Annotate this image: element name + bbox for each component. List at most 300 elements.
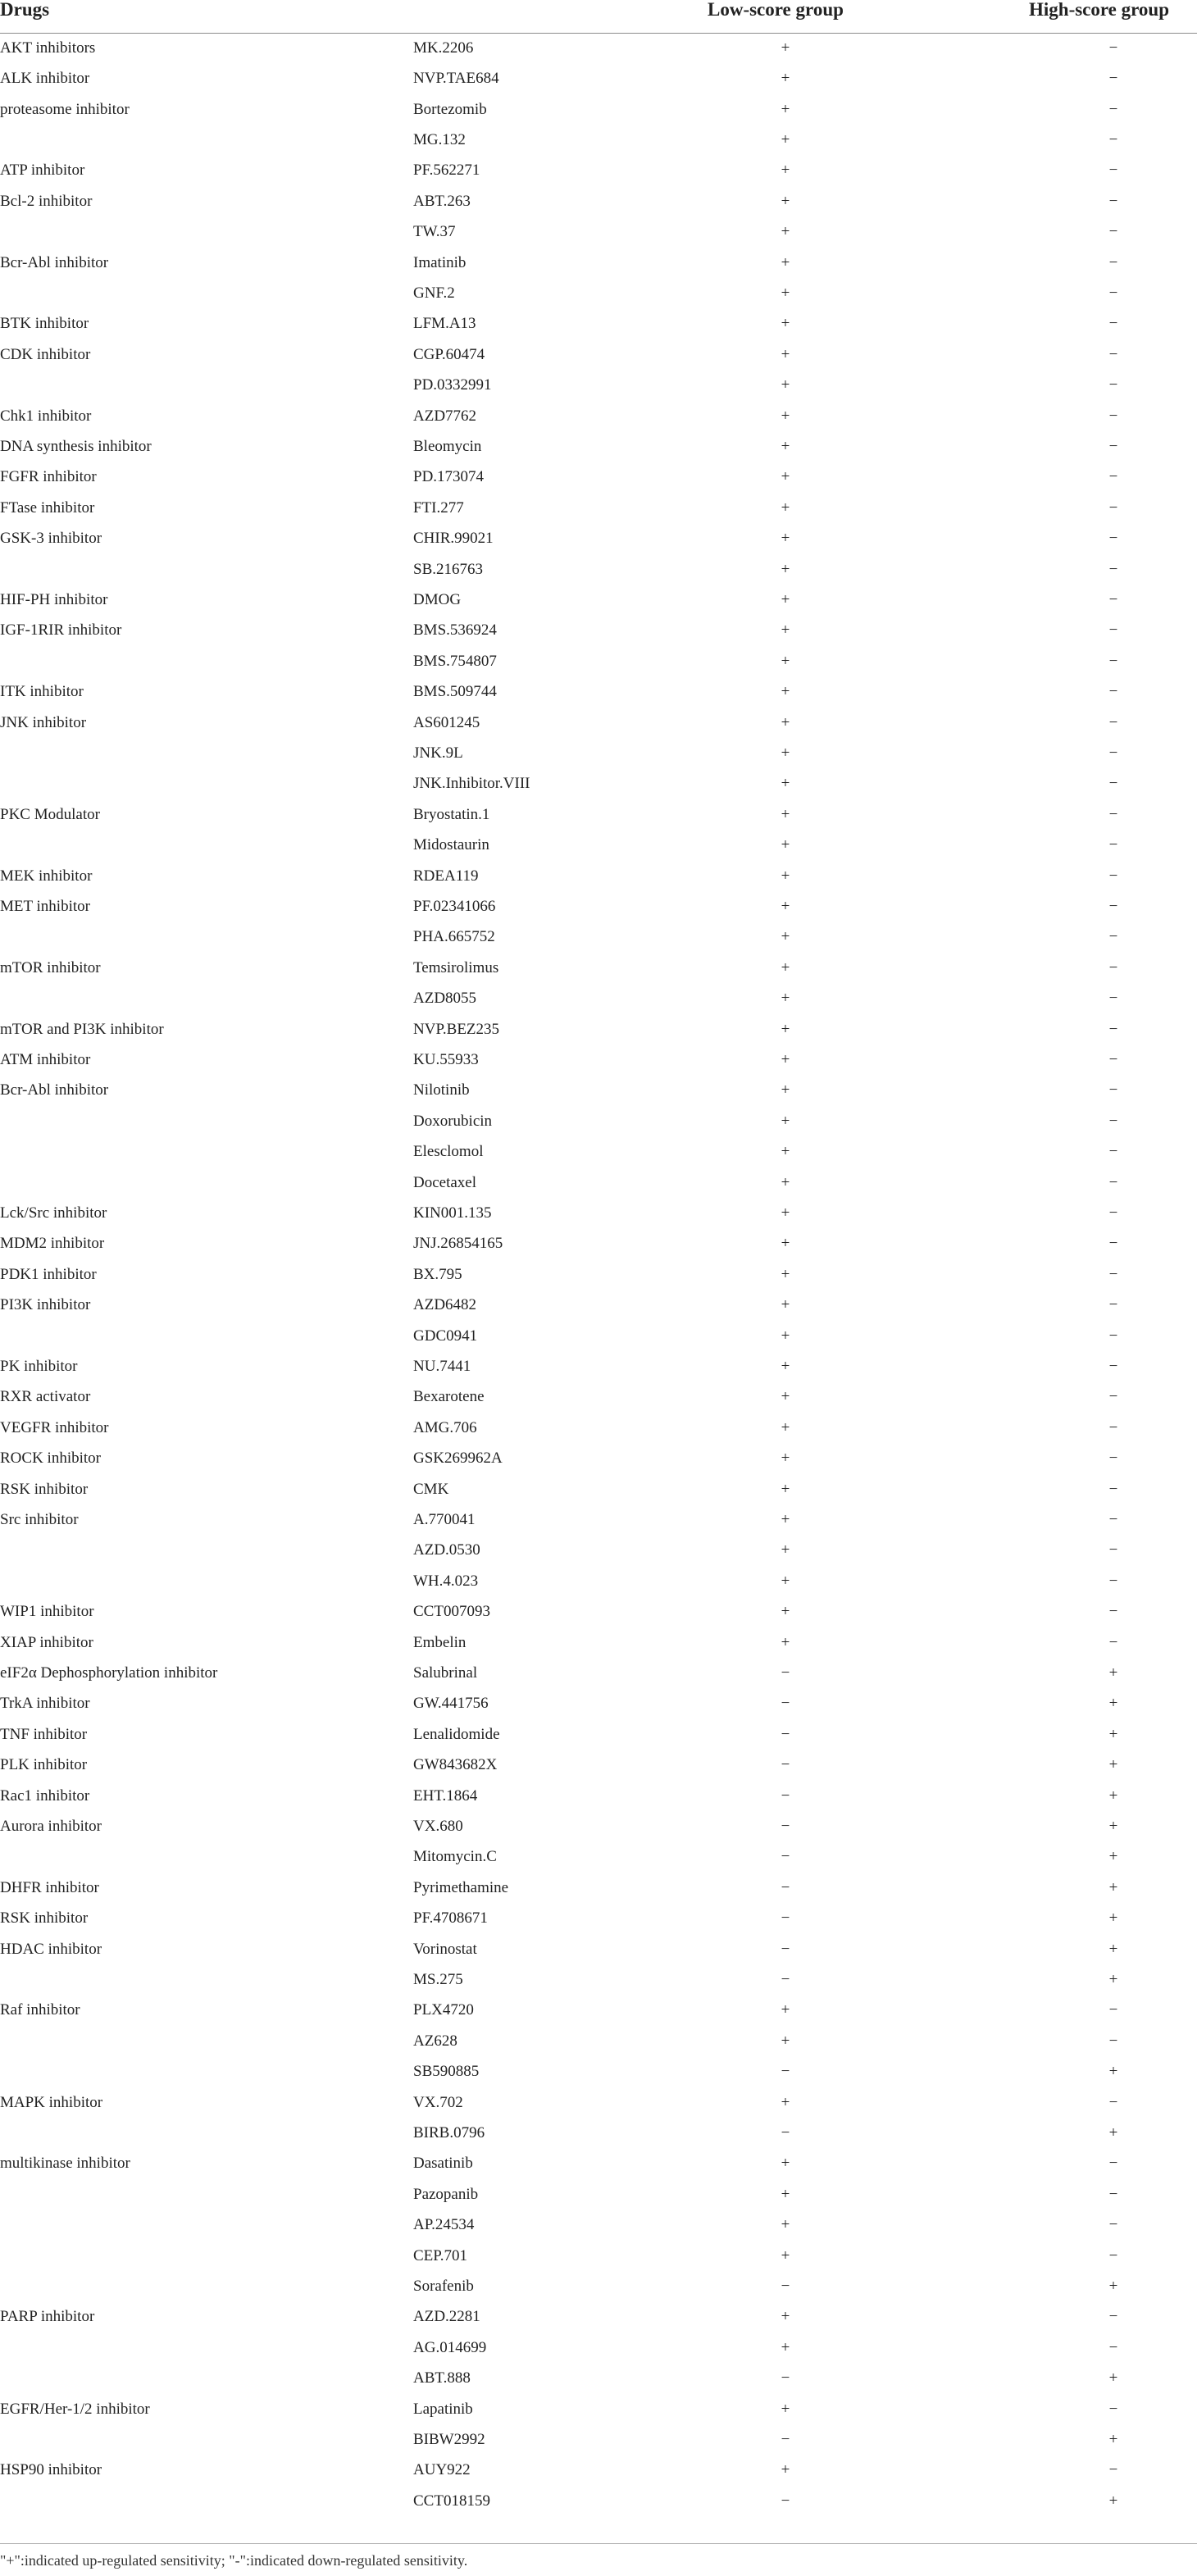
high-score-cell: −	[1108, 1541, 1118, 1559]
drug-name-cell: JNK.Inhibitor.VIII	[413, 775, 530, 793]
low-score-cell: +	[781, 2093, 790, 2111]
high-score-cell: −	[1108, 1204, 1118, 1222]
high-score-cell: −	[1108, 1633, 1118, 1651]
drug-name-cell: BIRB.0796	[413, 2124, 485, 2141]
low-score-cell: +	[781, 1143, 790, 1161]
low-score-cell: +	[781, 284, 790, 302]
high-score-cell: +	[1108, 2431, 1118, 2448]
table-header	[0, 0, 1197, 34]
high-score-cell: +	[1108, 2278, 1118, 2295]
high-score-cell: −	[1108, 253, 1118, 271]
drug-class-cell: ATP inhibitor	[0, 162, 85, 180]
drug-class-cell: mTOR and PI3K inhibitor	[0, 1020, 164, 1038]
table-row	[0, 1995, 1197, 2025]
high-score-cell: −	[1108, 1603, 1118, 1621]
drug-class-cell: PDK1 inhibitor	[0, 1265, 97, 1283]
table-row	[0, 1504, 1197, 1535]
table-row	[0, 63, 1197, 93]
low-score-cell: −	[781, 2431, 790, 2448]
drug-name-cell: Pazopanib	[413, 2185, 479, 2203]
high-score-cell: +	[1108, 2063, 1118, 2081]
high-score-cell: −	[1108, 836, 1118, 854]
low-score-cell: +	[781, 1358, 790, 1375]
drug-class-cell: HDAC inhibitor	[0, 1940, 102, 1958]
table-row	[0, 953, 1197, 983]
table-row	[0, 2486, 1197, 2516]
drug-class-cell: CDK inhibitor	[0, 345, 91, 363]
high-score-cell: −	[1108, 713, 1118, 731]
drug-class-cell: Bcr-Abl inhibitor	[0, 1081, 109, 1099]
drug-name-cell: EHT.1864	[413, 1786, 478, 1805]
drug-name-cell: AZD6482	[413, 1296, 477, 1314]
table-row	[0, 799, 1197, 830]
drug-class-cell: JNK inhibitor	[0, 713, 87, 731]
low-score-cell: +	[781, 1204, 790, 1222]
drug-name-cell: AS601245	[413, 713, 480, 731]
table-row	[0, 768, 1197, 799]
drug-class-cell: FTase inhibitor	[0, 498, 95, 517]
drug-name-cell: GDC0941	[413, 1327, 478, 1345]
drug-class-cell: VEGFR inhibitor	[0, 1418, 109, 1436]
drug-class-cell: PKC Modulator	[0, 805, 100, 823]
low-score-cell: −	[781, 2492, 790, 2510]
table-row	[0, 861, 1197, 891]
low-score-cell: +	[781, 39, 790, 57]
table-row	[0, 2301, 1197, 2332]
low-score-cell: +	[781, 192, 790, 210]
table-row	[0, 2210, 1197, 2240]
drug-class-cell: ROCK inhibitor	[0, 1450, 101, 1468]
low-score-cell: +	[781, 713, 790, 731]
table-row	[0, 2056, 1197, 2087]
drug-name-cell: PHA.665752	[413, 928, 495, 946]
high-score-cell: −	[1108, 1296, 1118, 1314]
high-score-cell: +	[1108, 1725, 1118, 1743]
high-score-cell: −	[1108, 70, 1118, 88]
high-score-cell: −	[1108, 2185, 1118, 2203]
drug-name-cell: AP.24534	[413, 2216, 475, 2234]
low-score-cell: −	[781, 1909, 790, 1927]
high-score-cell: −	[1108, 1265, 1118, 1283]
high-score-cell: −	[1108, 1388, 1118, 1406]
table-row	[0, 1136, 1197, 1167]
high-score-cell: −	[1108, 591, 1118, 608]
drug-class-cell: ITK inhibitor	[0, 683, 84, 701]
table-row	[0, 33, 1197, 63]
drug-name-cell: LFM.A13	[413, 315, 476, 333]
low-score-cell: +	[781, 928, 790, 946]
table-row	[0, 1075, 1197, 1105]
high-score-cell: −	[1108, 990, 1118, 1008]
drug-class-cell: AKT inhibitors	[0, 39, 96, 57]
low-score-cell: +	[781, 560, 790, 578]
high-score-cell: −	[1108, 192, 1118, 210]
high-score-cell: +	[1108, 1756, 1118, 1774]
high-score-cell: −	[1108, 1480, 1118, 1498]
drug-name-cell: AUY922	[413, 2461, 471, 2479]
drug-name-cell: Pyrimethamine	[413, 1878, 509, 1896]
drug-name-cell: CMK	[413, 1480, 449, 1498]
drug-name-cell: DMOG	[413, 591, 462, 608]
high-score-cell: −	[1108, 1327, 1118, 1345]
table-row	[0, 2087, 1197, 2118]
high-score-cell: −	[1108, 1112, 1118, 1130]
table-row	[0, 2179, 1197, 2210]
drug-name-cell: BIBW2992	[413, 2431, 485, 2448]
low-score-cell: −	[781, 1725, 790, 1743]
low-score-cell: +	[781, 1020, 790, 1038]
low-score-cell: +	[781, 223, 790, 241]
drug-name-cell: FTI.277	[413, 498, 464, 517]
high-score-cell: −	[1108, 1418, 1118, 1436]
table-row	[0, 2148, 1197, 2178]
table-row	[0, 1321, 1197, 1351]
drug-name-cell: Doxorubicin	[413, 1112, 493, 1130]
high-score-cell: +	[1108, 1940, 1118, 1958]
low-score-cell: +	[781, 744, 790, 762]
drug-name-cell: BMS.536924	[413, 621, 497, 639]
drug-class-cell: PK inhibitor	[0, 1358, 78, 1375]
drug-name-cell: Midostaurin	[413, 836, 489, 854]
drug-name-cell: GW843682X	[413, 1756, 498, 1774]
high-score-cell: −	[1108, 2093, 1118, 2111]
drug-name-cell: NVP.TAE684	[413, 70, 499, 88]
low-score-cell: +	[781, 253, 790, 271]
drug-class-cell: FGFR inhibitor	[0, 468, 97, 486]
low-score-cell: −	[781, 1786, 790, 1805]
drug-name-cell: Bexarotene	[413, 1388, 485, 1406]
low-score-cell: +	[781, 1633, 790, 1651]
table-row	[0, 2118, 1197, 2148]
table-row	[0, 1290, 1197, 1320]
table-row	[0, 2455, 1197, 2485]
drug-name-cell: PD.173074	[413, 468, 485, 486]
low-score-cell: −	[781, 2369, 790, 2387]
table-row	[0, 1167, 1197, 1198]
high-score-cell: −	[1108, 530, 1118, 548]
table-row	[0, 1658, 1197, 1688]
low-score-cell: −	[781, 2124, 790, 2141]
high-score-cell: +	[1108, 2492, 1118, 2510]
high-score-cell: −	[1108, 131, 1118, 148]
drug-class-cell: HIF-PH inhibitor	[0, 591, 108, 608]
drug-class-cell: multikinase inhibitor	[0, 2155, 130, 2173]
low-score-cell: +	[781, 2155, 790, 2173]
table-row	[0, 1934, 1197, 1964]
high-score-cell: −	[1108, 1235, 1118, 1253]
drug-name-cell: A.770041	[413, 1511, 476, 1528]
drug-name-cell: NU.7441	[413, 1358, 471, 1375]
table-row	[0, 1750, 1197, 1780]
drug-name-cell: Vorinostat	[413, 1940, 477, 1958]
low-score-cell: +	[781, 131, 790, 148]
drug-class-cell: RXR activator	[0, 1388, 91, 1406]
high-score-cell: −	[1108, 560, 1118, 578]
drug-name-cell: Temsirolimus	[413, 958, 499, 976]
drug-name-cell: SB.216763	[413, 560, 483, 578]
drug-name-cell: AZD.2281	[413, 2308, 480, 2326]
drug-name-cell: JNK.9L	[413, 744, 463, 762]
table-row	[0, 1627, 1197, 1658]
table-row	[0, 1841, 1197, 1872]
high-score-cell: +	[1108, 2124, 1118, 2141]
high-score-cell: +	[1108, 1971, 1118, 1988]
low-score-cell: +	[781, 1450, 790, 1468]
drug-name-cell: Lenalidomide	[413, 1725, 500, 1743]
low-score-cell: +	[781, 1296, 790, 1314]
drug-class-cell: ALK inhibitor	[0, 70, 90, 88]
high-score-cell: −	[1108, 1450, 1118, 1468]
high-score-cell: −	[1108, 958, 1118, 976]
table-row	[0, 370, 1197, 400]
table-row	[0, 1381, 1197, 1412]
high-score-cell: +	[1108, 1695, 1118, 1713]
table-row	[0, 308, 1197, 339]
high-score-cell: −	[1108, 1143, 1118, 1161]
table-row	[0, 1903, 1197, 1933]
low-score-cell: +	[781, 530, 790, 548]
drug-class-cell: RSK inhibitor	[0, 1480, 89, 1498]
table-row	[0, 278, 1197, 308]
low-score-cell: −	[781, 1971, 790, 1988]
drug-name-cell: AZD.0530	[413, 1541, 480, 1559]
low-score-cell: +	[781, 775, 790, 793]
table-row	[0, 216, 1197, 247]
high-score-cell: −	[1108, 621, 1118, 639]
table-row	[0, 922, 1197, 952]
drug-name-cell: MS.275	[413, 1971, 463, 1988]
high-score-cell: −	[1108, 928, 1118, 946]
high-score-cell: −	[1108, 1358, 1118, 1375]
low-score-cell: +	[781, 315, 790, 333]
table-row	[0, 676, 1197, 707]
high-score-cell: −	[1108, 2461, 1118, 2479]
header-low-score-group: Low-score group	[708, 0, 844, 20]
low-score-cell: +	[781, 683, 790, 701]
drug-name-cell: Imatinib	[413, 253, 467, 271]
drug-class-cell: Src inhibitor	[0, 1511, 79, 1528]
drug-name-cell: BMS.754807	[413, 652, 497, 670]
table-row	[0, 1535, 1197, 1565]
low-score-cell: +	[781, 1112, 790, 1130]
high-score-cell: −	[1108, 284, 1118, 302]
low-score-cell: +	[781, 1388, 790, 1406]
drug-class-cell: Raf inhibitor	[0, 2001, 80, 2019]
low-score-cell: +	[781, 2338, 790, 2356]
drug-name-cell: Elesclomol	[413, 1143, 484, 1161]
table-row	[0, 1474, 1197, 1504]
drug-name-cell: Bryostatin.1	[413, 805, 490, 823]
high-score-cell: −	[1108, 438, 1118, 455]
low-score-cell: +	[781, 70, 790, 88]
drug-name-cell: CCT018159	[413, 2492, 490, 2510]
low-score-cell: +	[781, 2461, 790, 2479]
drug-name-cell: CHIR.99021	[413, 530, 494, 548]
low-score-cell: +	[781, 621, 790, 639]
high-score-cell: −	[1108, 805, 1118, 823]
drug-name-cell: Bortezomib	[413, 100, 487, 118]
drug-class-cell: TrkA inhibitor	[0, 1695, 90, 1713]
low-score-cell: −	[781, 1695, 790, 1713]
high-score-cell: +	[1108, 1909, 1118, 1927]
drug-class-cell: mTOR inhibitor	[0, 958, 101, 976]
drug-name-cell: CEP.701	[413, 2246, 467, 2264]
drug-name-cell: AG.014699	[413, 2338, 487, 2356]
drug-class-cell: eIF2α Dephosphorylation inhibitor	[0, 1664, 218, 1682]
low-score-cell: +	[781, 2308, 790, 2326]
high-score-cell: −	[1108, 100, 1118, 118]
drug-name-cell: MG.132	[413, 131, 466, 148]
drug-name-cell: BX.795	[413, 1265, 462, 1283]
table-row	[0, 983, 1197, 1013]
drug-class-cell: WIP1 inhibitor	[0, 1603, 94, 1621]
low-score-cell: +	[781, 376, 790, 394]
table-row	[0, 1045, 1197, 1075]
low-score-cell: +	[781, 836, 790, 854]
table-row	[0, 1443, 1197, 1473]
low-score-cell: +	[781, 1541, 790, 1559]
high-score-cell: +	[1108, 1664, 1118, 1682]
table-row	[0, 615, 1197, 645]
table-row	[0, 2394, 1197, 2424]
drug-class-cell: GSK-3 inhibitor	[0, 530, 102, 548]
drug-name-cell: TW.37	[413, 223, 456, 241]
drug-name-cell: Dasatinib	[413, 2155, 473, 2173]
drug-name-cell: SB590885	[413, 2063, 480, 2081]
table-row	[0, 830, 1197, 860]
table-row	[0, 493, 1197, 523]
high-score-cell: −	[1108, 39, 1118, 57]
low-score-cell: −	[781, 2063, 790, 2081]
drug-class-cell: PLK inhibitor	[0, 1756, 88, 1774]
high-score-cell: −	[1108, 2338, 1118, 2356]
low-score-cell: +	[781, 898, 790, 915]
low-score-cell: +	[781, 1603, 790, 1621]
drug-name-cell: PF.562271	[413, 162, 480, 180]
low-score-cell: +	[781, 1173, 790, 1191]
drug-class-cell: BTK inhibitor	[0, 315, 89, 333]
table-row	[0, 2026, 1197, 2056]
high-score-cell: −	[1108, 2032, 1118, 2050]
table-row	[0, 1351, 1197, 1381]
high-score-cell: −	[1108, 162, 1118, 180]
high-score-cell: +	[1108, 1848, 1118, 1866]
low-score-cell: +	[781, 1235, 790, 1253]
table-row	[0, 2363, 1197, 2393]
drug-class-cell: PARP inhibitor	[0, 2308, 95, 2326]
drug-name-cell: GW.441756	[413, 1695, 489, 1713]
drug-class-cell: MDM2 inhibitor	[0, 1235, 105, 1253]
low-score-cell: +	[781, 2216, 790, 2234]
drug-class-cell: EGFR/Her-1/2 inhibitor	[0, 2400, 150, 2418]
high-score-cell: −	[1108, 407, 1118, 425]
table-row	[0, 708, 1197, 738]
drug-name-cell: Lapatinib	[413, 2400, 473, 2418]
high-score-cell: −	[1108, 2155, 1118, 2173]
low-score-cell: −	[781, 2278, 790, 2295]
high-score-cell: −	[1108, 2216, 1118, 2234]
drug-name-cell: MK.2206	[413, 39, 474, 57]
low-score-cell: +	[781, 958, 790, 976]
drug-name-cell: KIN001.135	[413, 1204, 492, 1222]
low-score-cell: +	[781, 652, 790, 670]
high-score-cell: −	[1108, 376, 1118, 394]
low-score-cell: −	[781, 1878, 790, 1896]
drug-class-cell: PI3K inhibitor	[0, 1296, 91, 1314]
low-score-cell: −	[781, 1756, 790, 1774]
drug-name-cell: Docetaxel	[413, 1173, 477, 1191]
drug-class-cell: MET inhibitor	[0, 898, 90, 915]
low-score-cell: +	[781, 1051, 790, 1068]
drug-class-cell: Chk1 inhibitor	[0, 407, 92, 425]
drug-name-cell: PF.02341066	[413, 898, 496, 915]
high-score-cell: −	[1108, 2246, 1118, 2264]
drug-class-cell: HSP90 inhibitor	[0, 2461, 102, 2479]
table-row	[0, 1688, 1197, 1718]
low-score-cell: −	[781, 1848, 790, 1866]
low-score-cell: +	[781, 2246, 790, 2264]
high-score-cell: +	[1108, 1878, 1118, 1896]
drug-name-cell: PF.4708671	[413, 1909, 488, 1927]
drug-name-cell: AZD8055	[413, 990, 477, 1008]
low-score-cell: +	[781, 2400, 790, 2418]
table-row	[0, 891, 1197, 922]
drug-name-cell: CGP.60474	[413, 345, 485, 363]
high-score-cell: +	[1108, 1818, 1118, 1835]
low-score-cell: +	[781, 1480, 790, 1498]
table-row	[0, 1014, 1197, 1045]
header-drugs: Drugs	[0, 0, 50, 20]
drug-name-cell: VX.702	[413, 2093, 463, 2111]
drug-name-cell: PLX4720	[413, 2001, 474, 2019]
table-row	[0, 94, 1197, 125]
table-row	[0, 523, 1197, 553]
drug-name-cell: ABT.263	[413, 192, 471, 210]
table-row	[0, 2424, 1197, 2455]
table-row	[0, 585, 1197, 615]
table-row	[0, 1259, 1197, 1290]
high-score-cell: −	[1108, 2308, 1118, 2326]
table-row	[0, 186, 1197, 216]
table-row	[0, 2333, 1197, 2363]
drug-name-cell: PD.0332991	[413, 376, 492, 394]
low-score-cell: +	[781, 2185, 790, 2203]
high-score-cell: −	[1108, 2001, 1118, 2019]
high-score-cell: −	[1108, 775, 1118, 793]
high-score-cell: −	[1108, 2400, 1118, 2418]
high-score-cell: −	[1108, 1051, 1118, 1068]
table-row	[0, 1964, 1197, 1995]
table-row	[0, 1228, 1197, 1258]
high-score-cell: −	[1108, 1081, 1118, 1099]
low-score-cell: +	[781, 591, 790, 608]
drug-name-cell: Mitomycin.C	[413, 1848, 497, 1866]
low-score-cell: +	[781, 2001, 790, 2019]
drug-name-cell: GNF.2	[413, 284, 455, 302]
high-score-cell: −	[1108, 652, 1118, 670]
high-score-cell: −	[1108, 683, 1118, 701]
high-score-cell: −	[1108, 468, 1118, 486]
high-score-cell: −	[1108, 744, 1118, 762]
table-row	[0, 1596, 1197, 1627]
drug-name-cell: AMG.706	[413, 1418, 477, 1436]
high-score-cell: −	[1108, 1173, 1118, 1191]
drug-name-cell: AZD7762	[413, 407, 477, 425]
drug-class-cell: XIAP inhibitor	[0, 1633, 93, 1651]
drug-name-cell: CCT007093	[413, 1603, 490, 1621]
drug-class-cell: MAPK inhibitor	[0, 2093, 103, 2111]
table-row	[0, 1566, 1197, 1596]
